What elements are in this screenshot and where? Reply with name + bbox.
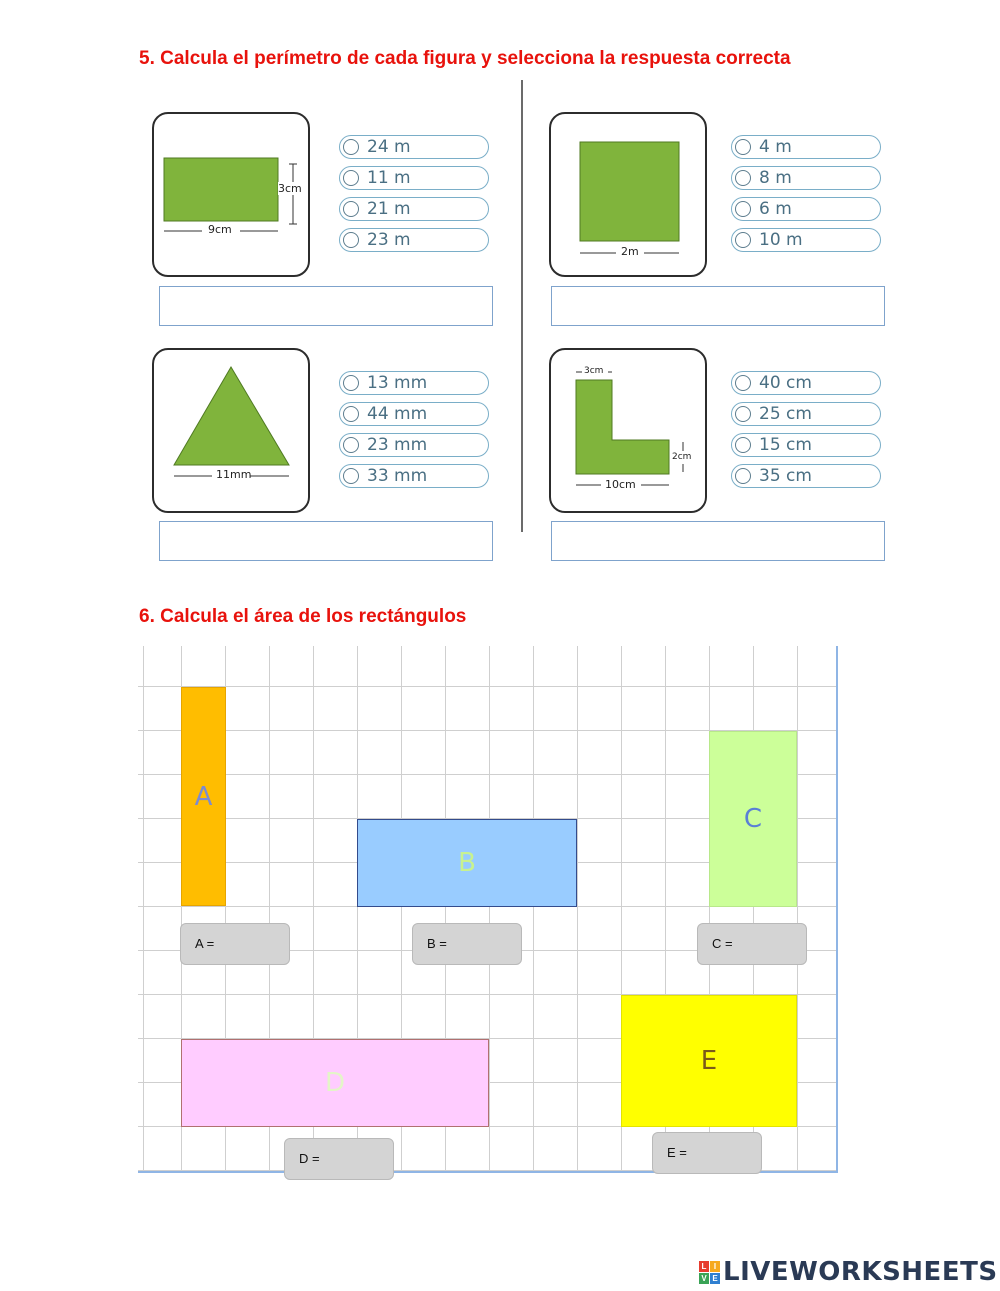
rectangle-a — [181, 687, 226, 906]
green-triangle-shape — [174, 367, 289, 465]
answer-box-fig1[interactable] — [159, 286, 493, 326]
rectangle-c — [709, 731, 797, 907]
answer-box-c[interactable]: C = — [697, 923, 807, 965]
radio-icon[interactable] — [343, 201, 359, 217]
option-fig1-4[interactable]: 23 m — [339, 228, 489, 252]
rectangle-d-letter: D — [324, 1068, 346, 1098]
option-fig4-1[interactable]: 40 cm — [731, 371, 881, 395]
radio-icon[interactable] — [735, 437, 751, 453]
column-divider — [521, 80, 523, 532]
radio-icon[interactable] — [343, 468, 359, 484]
radio-icon[interactable] — [735, 406, 751, 422]
figure-card-l-shape — [549, 348, 707, 513]
option-fig4-2[interactable]: 25 cm — [731, 402, 881, 426]
answer-box-fig2[interactable] — [551, 286, 885, 326]
option-fig4-4[interactable]: 35 cm — [731, 464, 881, 488]
radio-icon[interactable] — [343, 139, 359, 155]
rectangle-e-letter: E — [700, 1046, 718, 1076]
radio-icon[interactable] — [343, 406, 359, 422]
radio-icon[interactable] — [343, 437, 359, 453]
answer-box-fig4[interactable] — [551, 521, 885, 561]
answer-box-fig3[interactable] — [159, 521, 493, 561]
radio-icon[interactable] — [735, 201, 751, 217]
logo-squares-icon: L I V E — [699, 1261, 720, 1284]
answer-box-e[interactable]: E = — [652, 1132, 762, 1174]
radio-icon[interactable] — [735, 375, 751, 391]
option-fig3-4[interactable]: 33 mm — [339, 464, 489, 488]
option-fig3-1[interactable]: 13 mm — [339, 371, 489, 395]
width-label: 10cm — [605, 478, 636, 491]
height-label: 2cm — [672, 452, 692, 462]
option-fig3-3[interactable]: 23 mm — [339, 433, 489, 457]
rectangle-c-letter: C — [743, 804, 763, 834]
radio-icon[interactable] — [343, 375, 359, 391]
answer-box-a[interactable]: A = — [180, 923, 290, 965]
option-fig3-2[interactable]: 44 mm — [339, 402, 489, 426]
option-fig2-3[interactable]: 6 m — [731, 197, 881, 221]
logo-wordmark: LIVEWORKSHEETS — [723, 1257, 998, 1287]
green-square-shape — [580, 142, 679, 241]
width-label: 9cm — [208, 223, 232, 236]
height-label: 3cm — [278, 182, 302, 195]
green-rectangle-shape — [164, 158, 278, 221]
green-l-shape — [576, 380, 669, 474]
triangle-figure — [154, 350, 307, 510]
answer-box-b[interactable]: B = — [412, 923, 522, 965]
option-fig4-3[interactable]: 15 cm — [731, 433, 881, 457]
rectangle-b — [357, 819, 577, 907]
radio-icon[interactable] — [735, 232, 751, 248]
option-fig1-2[interactable]: 11 m — [339, 166, 489, 190]
figure-card-square — [549, 112, 707, 277]
width-label: 11mm — [216, 468, 252, 481]
option-fig2-1[interactable]: 4 m — [731, 135, 881, 159]
top-label: 3cm — [584, 366, 604, 376]
figure-card-rectangle — [152, 112, 310, 277]
liveworksheets-logo — [699, 1257, 998, 1287]
width-label: 2m — [621, 245, 639, 258]
option-fig1-3[interactable]: 21 m — [339, 197, 489, 221]
rectangle-e — [621, 995, 797, 1127]
radio-icon[interactable] — [735, 468, 751, 484]
rectangle-b-letter: B — [458, 848, 476, 878]
radio-icon[interactable] — [343, 232, 359, 248]
radio-icon[interactable] — [735, 170, 751, 186]
option-fig1-1[interactable]: 24 m — [339, 135, 489, 159]
section-5-heading: 5. Calcula el perímetro de cada figura y selecciona la respuesta correcta — [139, 48, 791, 69]
option-fig2-4[interactable]: 10 m — [731, 228, 881, 252]
rectangle-d — [181, 1039, 489, 1127]
answer-box-d[interactable]: D = — [284, 1138, 394, 1180]
radio-icon[interactable] — [343, 170, 359, 186]
option-fig2-2[interactable]: 8 m — [731, 166, 881, 190]
section-6-heading: 6. Calcula el área de los rectángulos — [139, 606, 467, 627]
radio-icon[interactable] — [735, 139, 751, 155]
rectangle-a-letter: A — [194, 781, 213, 812]
figure-card-triangle — [152, 348, 310, 513]
